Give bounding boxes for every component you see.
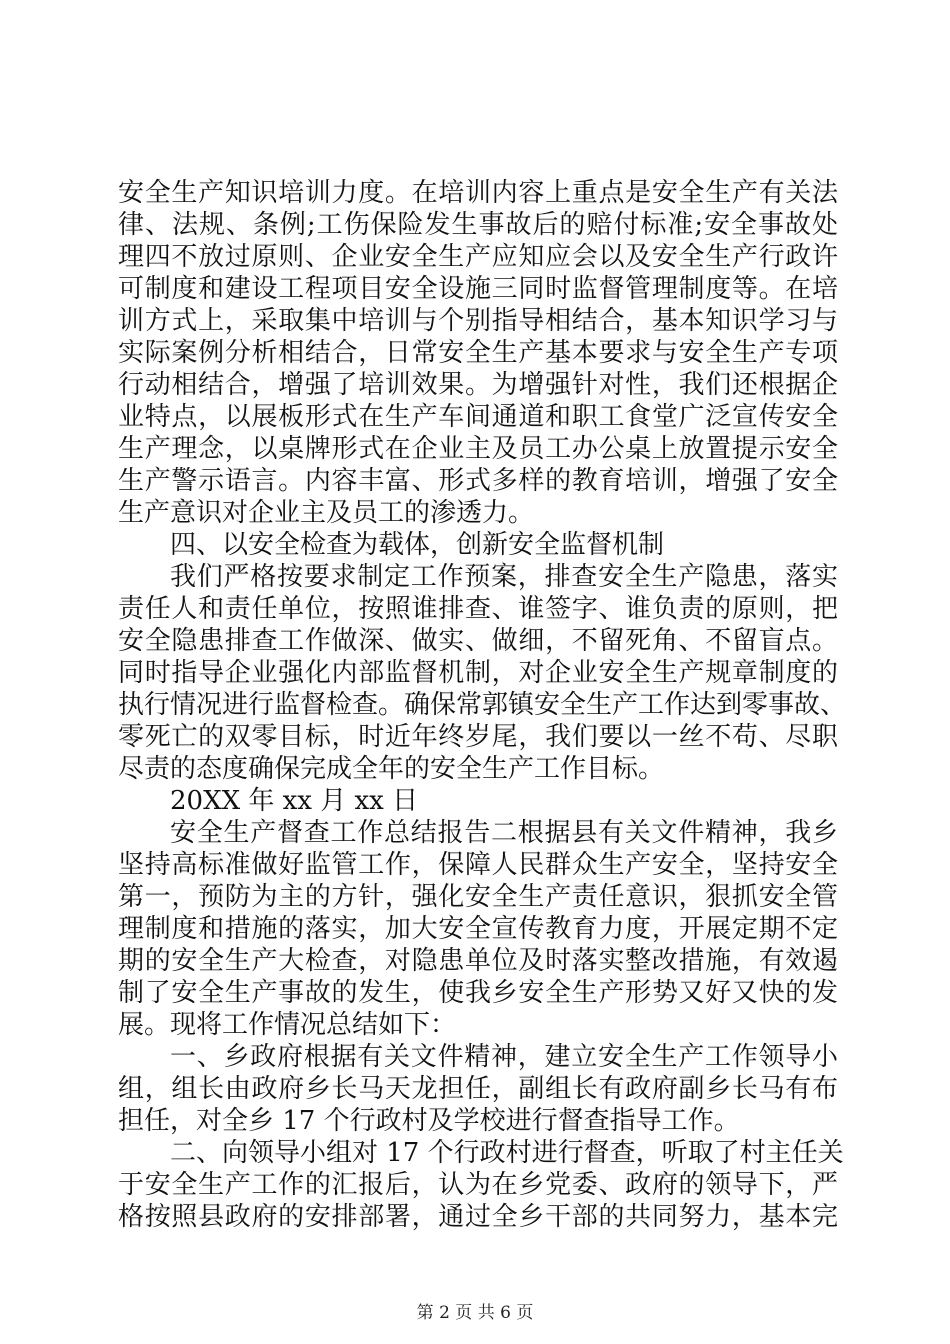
body-text-line: 生产理念，以桌牌形式在企业主及员工办公桌上放置提示安全 xyxy=(118,434,838,464)
body-text-line: 格按照县政府的安排部署，通过全乡干部的共同努力，基本完 xyxy=(118,1202,838,1232)
body-text-line: 我们严格按要求制定工作预案，排查安全生产隐患，落实 xyxy=(170,562,838,592)
body-text-line: 生产意识对企业主及员工的渗透力。 xyxy=(118,498,535,528)
body-text-line: 零死亡的双零目标，时近年终岁尾，我们要以一丝不苟、尽职 xyxy=(118,722,838,752)
body-text-line: 行动相结合，增强了培训效果。为增强针对性，我们还根据企 xyxy=(118,370,838,400)
body-text-line: 理四不放过原则、企业安全生产应知应会以及安全生产行政许 xyxy=(118,242,838,272)
body-text-line: 于安全生产工作的汇报后，认为在乡党委、政府的领导下，严 xyxy=(118,1170,838,1200)
body-text-line: 训方式上，采取集中培训与个别指导相结合，基本知识学习与 xyxy=(118,306,838,336)
body-text-line: 期的安全生产大检查，对隐患单位及时落实整改措施，有效遏 xyxy=(118,946,838,976)
body-text-line: 实际案例分析相结合，日常安全生产基本要求与安全生产专项 xyxy=(118,338,838,368)
body-text-line: 第一，预防为主的方针，强化安全生产责任意识，狠抓安全管 xyxy=(118,882,838,912)
body-text-line: 展。现将工作情况总结如下： xyxy=(118,1010,457,1040)
body-text-line: 一、乡政府根据有关文件精神，建立安全生产工作领导小 xyxy=(170,1042,838,1072)
body-text-line: 业特点，以展板形式在生产车间通道和职工食堂广泛宣传安全 xyxy=(118,402,838,432)
date-line: 20XX 年 xx 月 xx 日 xyxy=(170,786,419,816)
body-text-line: 理制度和措施的落实，加大安全宣传教育力度，开展定期不定 xyxy=(118,914,838,944)
body-text-line: 坚持高标准做好监管工作，保障人民群众生产安全，坚持安全 xyxy=(118,850,838,880)
body-text-line: 责任人和责任单位，按照谁排查、谁签字、谁负责的原则，把 xyxy=(118,594,838,624)
body-text-line: 安全生产知识培训力度。在培训内容上重点是安全生产有关法 xyxy=(118,178,838,208)
body-text-line: 律、法规、条例;工伤保险发生事故后的赔付标准;安全事故处 xyxy=(118,210,838,240)
body-text-line: 执行情况进行监督检查。确保常郭镇安全生产工作达到零事故、 xyxy=(118,690,847,720)
body-text-line: 制了安全生产事故的发生，使我乡安全生产形势又好又快的发 xyxy=(118,978,838,1008)
body-text-line: 二、向领导小组对 17 个行政村进行督查，听取了村主任关 xyxy=(170,1138,844,1168)
page-footer: 第 2 页 共 6 页 xyxy=(416,1303,534,1323)
body-text-line: 担任，对全乡 17 个行政村及学校进行督查指导工作。 xyxy=(118,1106,740,1136)
body-text-line: 生产警示语言。内容丰富、形式多样的教育培训，增强了安全 xyxy=(118,466,838,496)
body-text-line: 尽责的态度确保完成全年的安全生产工作目标。 xyxy=(118,754,665,784)
body-text-line: 组，组长由政府乡长马天龙担任，副组长有政府副乡长马有布 xyxy=(118,1074,838,1104)
body-text-line: 安全隐患排查工作做深、做实、做细，不留死角、不留盲点。 xyxy=(118,626,838,656)
body-text-line: 可制度和建设工程项目安全设施三同时监督管理制度等。在培 xyxy=(118,274,838,304)
body-text-line: 安全生产督查工作总结报告二根据县有关文件精神，我乡 xyxy=(170,818,838,848)
section-heading: 四、以安全检查为载体，创新安全监督机制 xyxy=(170,530,665,560)
body-text-line: 同时指导企业强化内部监督机制，对企业安全生产规章制度的 xyxy=(118,658,838,688)
